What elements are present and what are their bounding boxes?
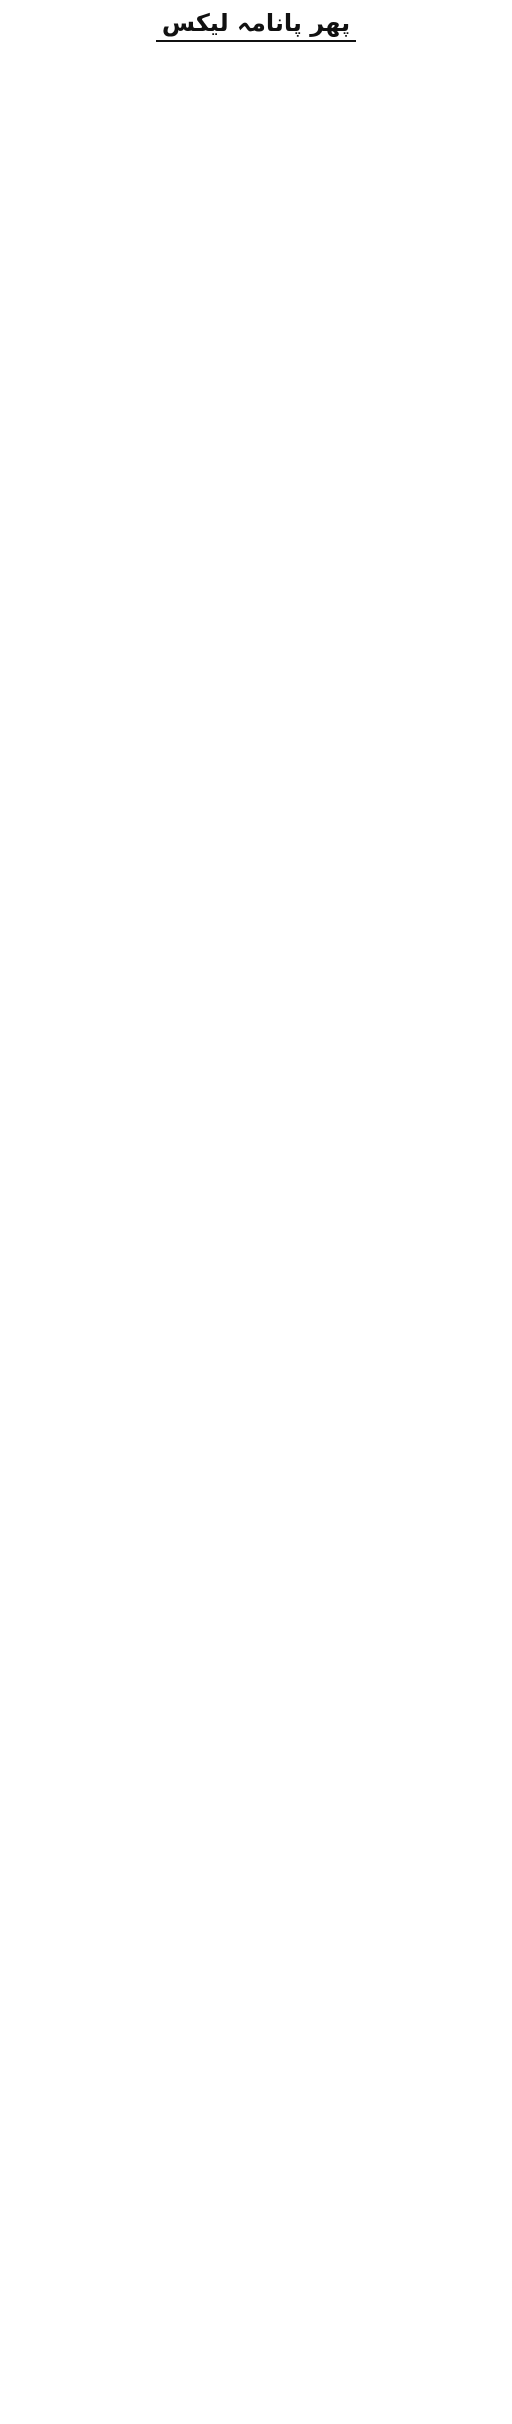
article-title: پھر پانامہ لیکس <box>156 8 356 42</box>
title-wrap <box>10 8 502 42</box>
